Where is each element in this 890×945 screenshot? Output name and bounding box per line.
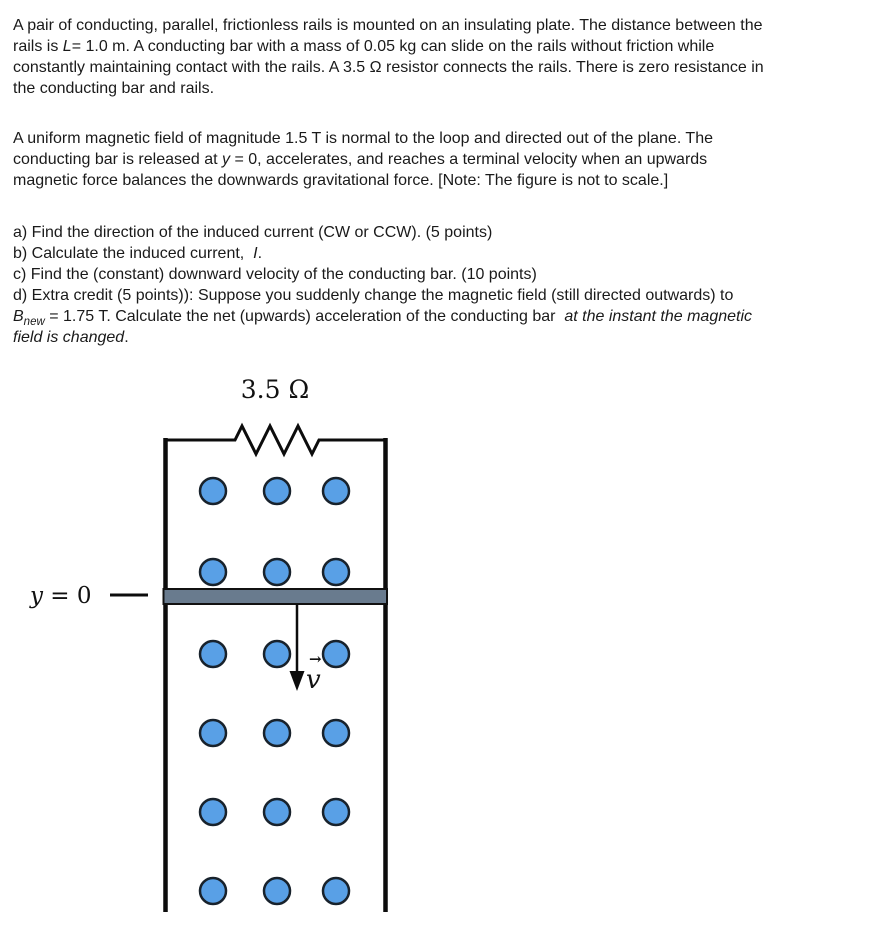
text-run: magnetic force balances the downwards gravitational force. [Note: The figure is not to scale.] [13, 172, 669, 189]
text-line [13, 78, 764, 99]
text-run: a) Find the direction of the induced current (CW or CCW). (5 points) [13, 224, 493, 241]
question-d [13, 285, 764, 306]
problem-text [13, 15, 764, 348]
text-run: A pair of conducting, parallel, frictionless rails is mounted on an insulating plate. The distance between the [13, 17, 763, 34]
field-dot [264, 720, 290, 746]
conducting-bar [164, 589, 388, 604]
emphasized-text: at the instant the magnetic [559, 308, 753, 325]
text-run: d) Extra credit (5 points)): Suppose you suddenly change the magnetic field (still directed outwards) to [13, 287, 734, 304]
question-b [13, 243, 764, 264]
text-run: = 0, accelerates, and reaches a terminal velocity when an upwards [230, 151, 708, 168]
field-dot [323, 641, 349, 667]
arrowhead-icon [290, 671, 305, 691]
emphasized-text: field is changed [13, 329, 125, 346]
question-a [13, 222, 764, 243]
text-run: rails is [13, 38, 63, 55]
field-dot [264, 478, 290, 504]
vector-arrow-icon: → [309, 650, 322, 668]
field-dot [323, 478, 349, 504]
circuit-figure [0, 358, 460, 940]
text-line [13, 36, 764, 57]
field-description [13, 128, 764, 191]
text-run: = 0 [43, 583, 92, 609]
text-run: A uniform magnetic field of magnitude 1.5 T is normal to the loop and directed out of the plane. The [13, 130, 713, 147]
question-list [13, 222, 764, 348]
text-line [13, 57, 764, 78]
problem-statement [13, 15, 764, 99]
field-dot [323, 559, 349, 585]
text-run: b) Calculate the induced current, [13, 245, 254, 262]
math-var: B [13, 308, 24, 325]
question-d-line3 [13, 327, 764, 348]
magnetic-field-dots [200, 478, 349, 904]
text-line [13, 15, 764, 36]
field-dot [200, 478, 226, 504]
text-run: conducting bar is released at [13, 151, 223, 168]
text-run: the conducting bar and rails. [13, 80, 215, 97]
field-dot [323, 878, 349, 904]
resistor-value-label: 3.5 Ω [240, 375, 310, 404]
math-var: y [30, 583, 43, 609]
math-var: y [222, 151, 231, 168]
text-line [13, 128, 764, 149]
field-dot [323, 799, 349, 825]
math-var: L [62, 38, 72, 55]
math-subscript: new [23, 316, 45, 329]
field-dot [264, 641, 290, 667]
field-dot [264, 878, 290, 904]
text-run: constantly maintaining contact with the rails. A 3.5 Ω resistor connects the rails. There is zero resistance in [13, 59, 764, 76]
text-run: c) Find the (constant) downward velocity of the conducting bar. (10 points) [13, 266, 537, 283]
field-dot [264, 799, 290, 825]
text-run: . [257, 245, 263, 262]
field-dot [200, 799, 226, 825]
field-dot [200, 559, 226, 585]
resistor-symbol [165, 426, 385, 454]
y-zero-label [29, 583, 92, 609]
field-dot [200, 720, 226, 746]
text-run: . [124, 329, 129, 346]
text-line [13, 170, 764, 191]
field-dot [200, 641, 226, 667]
math-var: I [253, 245, 258, 262]
text-line [13, 149, 764, 170]
text-run: = 1.0 m. A conducting bar with a mass of 0.05 kg can slide on the rails without friction while [71, 38, 715, 55]
text-run: = 1.75 T. Calculate the net (upwards) acceleration of the conducting bar [44, 308, 560, 325]
question-c [13, 264, 764, 285]
question-d-line2 [13, 306, 764, 327]
field-dot [264, 559, 290, 585]
velocity-arrow [290, 604, 305, 691]
field-dot [323, 720, 349, 746]
circuit-figure-svg [0, 358, 460, 940]
velocity-label: v [306, 665, 321, 695]
field-dot [200, 878, 226, 904]
